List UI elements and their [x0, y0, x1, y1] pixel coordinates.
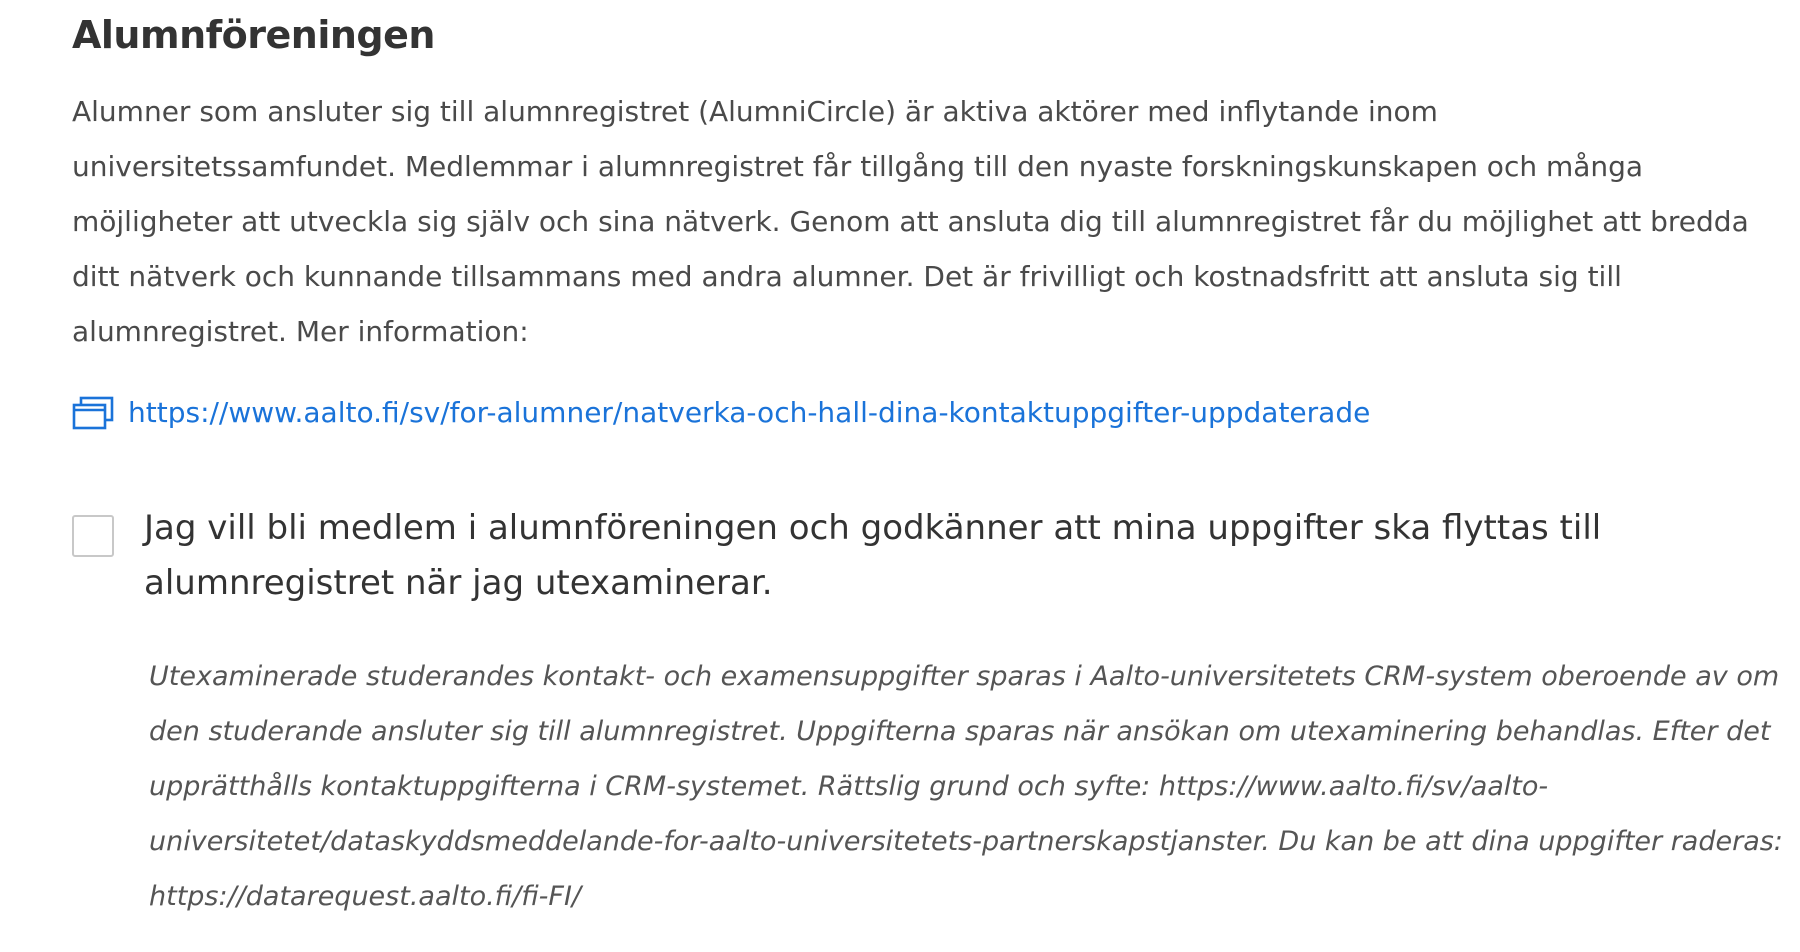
privacy-note: Utexaminerade studerandes kontakt- och examensuppgifter sparas i Aalto-universitetets CRM-system oberoende av om den studerande ansluter sig till alumnregistret. Uppgifterna sparas när ansökan om utexaminering behandlas. Efter det upprätthålls kontaktuppgifterna i CRM-systemet. Rättslig grund och syfte: https://www.aalto.fi/sv/aalto-universitetet/dataskyddsmeddelande-for-aalto-universitetets-partnerskapstjanster. Du kan be att dina uppgifter raderas: https://datarequest.aalto.fi/fi-FI/: [149, 661, 1783, 912]
consent-row: [72, 501, 1760, 611]
alumni-info-link[interactable]: https://www.aalto.fi/sv/for-alumner/natverka-och-hall-dina-kontaktuppgifter-uppdaterade: [128, 396, 1371, 429]
alumni-consent-checkbox[interactable]: [72, 515, 114, 557]
external-link-icon: [72, 396, 114, 430]
consent-label[interactable]: Jag vill bli medlem i alumnföreningen och godkänner att mina uppgifter ska flyttas till alumnregistret när jag utexaminerar.: [144, 508, 1602, 603]
intro-paragraph: Alumner som ansluter sig till alumnregistret (AlumniCircle) är aktiva aktörer med inflytande inom universitetssamfundet. Medlemmar i alumnregistret får tillgång till den nyaste forskningskunskapen och många möjligheter att utveckla sig själv och sina nätverk. Genom att ansluta dig till alumnregistret får du möjlighet att bredda ditt nätverk och kunnande tillsammans med andra alumner. Det är frivilligt och kostnadsfritt att ansluta sig till alumnregistret. Mer information:: [72, 95, 1749, 348]
info-link-row: [72, 383, 1760, 443]
section-heading: Alumnföreningen: [72, 13, 435, 57]
